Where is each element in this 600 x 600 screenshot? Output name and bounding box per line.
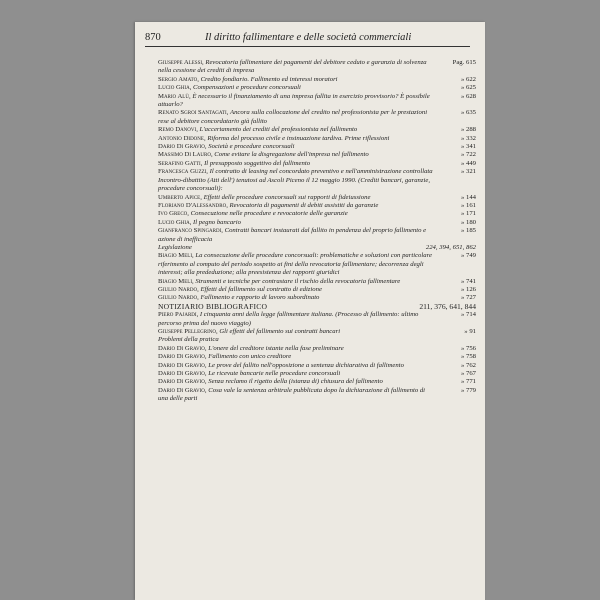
toc-page: » 622 (460, 75, 476, 83)
toc-title: Le ricevute bancarie nelle procedure concorsuali (208, 370, 341, 378)
toc-title: È necessario il finanziamento di una impresa fallita in esercizio provvisorio? È possibile attuarlo? (158, 92, 430, 109)
toc-page: » 727 (460, 294, 476, 302)
toc-author: Antonio Didone (158, 134, 204, 142)
toc-author: Dario Di Gravio (158, 353, 205, 361)
toc-entry: Giuseppe Pellegrino, Gli effetti del fallimento sui contratti bancari » 91 (158, 328, 476, 335)
toc-section-heading (158, 177, 476, 194)
toc-page: » 756 (460, 344, 476, 352)
toc-entry: Dario Di Gravio, Le prove del fallito nell'opposizione a sentenza dichiarativa di fallimento » 762 (158, 361, 476, 369)
toc-author: Giulio Nardo (158, 294, 198, 302)
toc-author: Dario Di Gravio (158, 143, 205, 151)
toc-page: » 625 (460, 84, 476, 92)
toc-entry: Sergio Amato, Credito fondiario. Fallimento ed interessi moratori » 622 (158, 75, 476, 83)
toc-entry: Dario Di Gravio, Senza reclamo il rigetto della (istanza di) chiusura del fallimento » 771 (158, 378, 476, 386)
toc-entry: Ivo Greco, Consecuzione nelle procedure e revocatorie delle garanzie » 171 (158, 210, 476, 218)
toc-title: Credito fondiario. Fallimento ed interessi moratori (200, 75, 338, 83)
toc-title: Effetti delle procedure concorsuali sui rapporti di fideiussione (203, 193, 371, 201)
toc-entry: Mario Alù, È necessario il finanziamento di una impresa fallita in esercizio provvisorio? È possibile attuarlo? » 628 (158, 92, 476, 109)
toc-author: Dario Di Gravio (158, 378, 205, 386)
toc-title: Riforma del processo civile e insinuazione tardiva. Prime riflessioni (207, 134, 390, 142)
toc-entry: Biagio Meli, La consecuzione delle procedure concorsuali: problematiche e soluzioni con particolare riferimento al computo del periodo sospetto ai fini della revocatoria fallimentare; decorrenza degli interessi; alla prededuzione; alla preesistenza dei rapporti giuridici » 749 (158, 252, 476, 277)
toc-title: Gli effetti del fallimento sui contratti bancari (219, 328, 341, 335)
toc-entry: Serafino Gatti, Il presupposto soggettivo del fallimento » 449 (158, 159, 476, 167)
toc-author: Giuseppe Pellegrino (158, 328, 216, 335)
toc-author: Lucio Ghia (158, 218, 190, 226)
toc-title: Fallimento e rapporto di lavoro subordinato (200, 294, 320, 302)
toc-page: » 714 (460, 311, 476, 319)
toc-author: Dario Di Gravio (158, 344, 205, 352)
toc-entry: Piero Pajardi, I cinquanta anni della legge fallimentare italiana. (Processo di fallimento: ultimo percorso prima del nuovo viaggio) » 714 (158, 311, 476, 327)
toc-entry: Umberto Apice, Effetti delle procedure concorsuali sui rapporti di fideiussione » 144 (158, 193, 476, 201)
toc-section-legislazione (158, 244, 476, 252)
toc-entry: Lucio Ghia, Compensazioni e procedure concorsuali » 625 (158, 84, 476, 92)
toc-title: Strumenti e tecniche per contrastare il rischio della revocatoria fallimentare (195, 277, 401, 285)
toc-page: Pag. 615 (452, 59, 476, 66)
toc-title: Effetti del fallimento sul contratto di edizione (200, 285, 322, 293)
toc-title: Il contratto di leasing nel concordato preventivo e nell'amministrazione controllata (209, 168, 433, 176)
book-page (135, 22, 485, 600)
toc-title: Le prove del fallito nell'opposizione a sentenza dichiarativa di fallimento (208, 361, 404, 369)
toc-entry: Dario Di Gravio, Fallimento con unico creditore » 758 (158, 353, 476, 361)
toc-entry: Biagio Meli, Strumenti e tecniche per contrastare il rischio della revocatoria fallimentare » 741 (158, 277, 476, 285)
toc-entry: Francesca Guzzi, Il contratto di leasing nel concordato preventivo e nell'amministrazione controllata » 321 (158, 168, 476, 176)
toc-page: » 332 (460, 134, 476, 142)
toc-page: 224, 394, 651, 862 (425, 243, 476, 251)
toc-entry: Dario Di Gravio, L'onere del creditore istante nella fase preliminare » 756 (158, 344, 476, 352)
toc-title: Compensazioni e procedure concorsuali (193, 84, 301, 92)
toc-entry: Dario Di Gravio, Le ricevute bancarie nelle procedure concorsuali » 767 (158, 370, 476, 378)
toc-page: » 779 (460, 386, 476, 394)
toc-title: Revocatoria di pagamenti di debiti assistiti da garanzie (229, 201, 379, 209)
toc-entry: Giulio Nardo, Effetti del fallimento sul contratto di edizione » 126 (158, 285, 476, 293)
toc-page: » 288 (460, 126, 476, 134)
toc-entry: Giulio Nardo, Fallimento e rapporto di lavoro subordinato » 727 (158, 294, 476, 302)
toc-page (436, 336, 476, 344)
toc-author: Lucio Ghia (158, 84, 190, 92)
toc-title: Il presupposto soggettivo del fallimento (204, 159, 311, 167)
toc-title: L'accertamento dei crediti del professionista nel fallimento (199, 126, 358, 134)
toc-entry: Floriano D'Alessandro, Revocatoria di pagamenti di debiti assistiti da garanzie » 161 (158, 201, 476, 209)
toc-title: Problemi della pratica (158, 336, 219, 344)
toc-title: L'onere del creditore istante nella fase preliminare (208, 344, 344, 352)
toc-entry: Gianfranco Spingardi, Contratti bancari instaurati dal fallito in pendenza del proprio fallimento e azione di inefficacia » 185 (158, 227, 476, 243)
toc-title: Revocatoria fallimentare dei pagamenti del debitore ceduto e garanzia di solvenza nella cessione dei crediti di impresa (158, 59, 427, 75)
toc-page: » 749 (460, 252, 476, 260)
toc-title: Il pegno bancario (193, 218, 241, 226)
toc-author: Umberto Apice (158, 193, 201, 201)
toc-title: Cosa vale la sentenza arbitrale pubblicata dopo la dichiarazione di fallimento di una delle parti (158, 386, 426, 403)
toc-author: Giulio Nardo (158, 285, 198, 293)
table-of-contents (158, 59, 476, 404)
toc-title: Consecuzione nelle procedure e revocatorie delle garanzie (190, 210, 348, 218)
toc-page: » 126 (460, 285, 476, 293)
toc-title: Senza reclamo il rigetto della (istanza di) chiusura del fallimento (208, 378, 383, 386)
toc-title: Come evitare la disgregazione dell'impresa nel fallimento (214, 151, 369, 159)
running-title: Il diritto fallimentare e delle società commerciali (205, 32, 412, 43)
toc-entry: Dario Di Gravio, Cosa vale la sentenza arbitrale pubblicata dopo la dichiarazione di fallimento di una delle parti » 779 (158, 386, 476, 403)
toc-title: NOTIZIARIO BIBLIOGRAFICO (158, 301, 268, 311)
toc-page: » 321 (460, 168, 476, 176)
toc-author: Gianfranco Spingardi (158, 227, 222, 235)
toc-author: Francesca Guzzi (158, 168, 207, 176)
toc-page: » 635 (460, 109, 476, 117)
toc-page: » 161 (460, 201, 476, 209)
toc-page: » 771 (460, 378, 476, 386)
toc-author: Biagio Meli (158, 277, 193, 285)
toc-page: » 449 (460, 159, 476, 167)
toc-entry: Lucio Ghia, Il pegno bancario » 180 (158, 218, 476, 226)
toc-section-notiziario (158, 303, 476, 311)
toc-author: Serafino Gatti (158, 159, 201, 167)
toc-title: Ancora sulla collocazione del credito nel professionista per le prestazioni rese al debitore concordatario già fallito (158, 109, 428, 125)
toc-entry: Dario Di Gravio, Società e procedure concorsuali » 341 (158, 143, 476, 151)
toc-title: I cinquanta anni della legge fallimentare italiana. (Processo di fallimento: ultimo percorso prima del nuovo viaggio) (158, 311, 419, 327)
toc-page: » 758 (460, 353, 476, 361)
toc-title: Società e procedure concorsuali (208, 143, 295, 151)
toc-author: Remo Danovi (158, 126, 197, 134)
toc-page: » 762 (460, 361, 476, 369)
page-header (145, 32, 470, 47)
toc-author: Renato Sgroi Santagati (158, 109, 227, 117)
toc-page (436, 177, 476, 194)
toc-page: » 628 (460, 92, 476, 100)
toc-author: Piero Pajardi (158, 311, 197, 319)
toc-author: Floriano D'Alessandro (158, 201, 227, 209)
toc-title: Incontro-dibattito (Atti dell') tenutosi ad Ascoli Piceno il 12 maggio 1990. (Crediti bancari, garanzie, procedure concorsuali): (158, 176, 430, 193)
toc-page: » 144 (460, 193, 476, 201)
toc-title: Legislazione (158, 243, 192, 251)
toc-page: » 185 (460, 227, 476, 235)
toc-title: La consecuzione delle procedure concorsuali: problematiche e soluzioni con particolare riferimento al computo del periodo sospetto ai fini della revocatoria fallimentare; decorrenza degli interessi; alla prededuzione; alla preesistenza dei rapporti giuridici (158, 252, 432, 277)
toc-entry: Renato Sgroi Santagati, Ancora sulla collocazione del credito nel professionista per le prestazioni rese al debitore concordatario già fallito » 635 (158, 109, 476, 125)
toc-author: Dario Di Gravio (158, 361, 205, 369)
page-number: 870 (145, 32, 161, 43)
toc-page: » 91 (464, 328, 476, 335)
toc-entry: Giuseppe Alessi, Revocatoria fallimentare dei pagamenti del debitore ceduto e garanzia di solvenza nella cessione dei crediti di impresa Pag. 615 (158, 59, 476, 75)
toc-entry: Remo Danovi, L'accertamento dei crediti del professionista nel fallimento » 288 (158, 126, 476, 134)
toc-page: » 180 (460, 218, 476, 226)
toc-page: » 767 (460, 370, 476, 378)
toc-page: » 341 (460, 143, 476, 151)
toc-section-problemi (158, 336, 476, 344)
toc-title: Fallimento con unico creditore (208, 353, 292, 361)
toc-page: » 722 (460, 151, 476, 159)
toc-author: Sergio Amato (158, 75, 198, 83)
toc-author: Dario Di Gravio (158, 370, 205, 378)
toc-author: Biagio Meli (158, 252, 193, 260)
toc-entry: Antonio Didone, Riforma del processo civile e insinuazione tardiva. Prime riflessioni » 332 (158, 134, 476, 142)
toc-page: » 171 (460, 210, 476, 218)
toc-title: Contratti bancari instaurati dal fallito in pendenza del proprio fallimento e azione di inefficacia (158, 227, 427, 243)
toc-author: Massimo Di Lauro (158, 151, 211, 159)
toc-author: Mario Alù (158, 92, 189, 100)
toc-page: » 741 (460, 277, 476, 285)
toc-author: Dario Di Gravio (158, 386, 205, 394)
toc-page: 211, 376, 641, 844 (419, 301, 476, 311)
toc-author: Giuseppe Alessi (158, 59, 203, 66)
toc-author: Ivo Greco (158, 210, 188, 218)
toc-entry: Massimo Di Lauro, Come evitare la disgregazione dell'impresa nel fallimento » 722 (158, 151, 476, 159)
